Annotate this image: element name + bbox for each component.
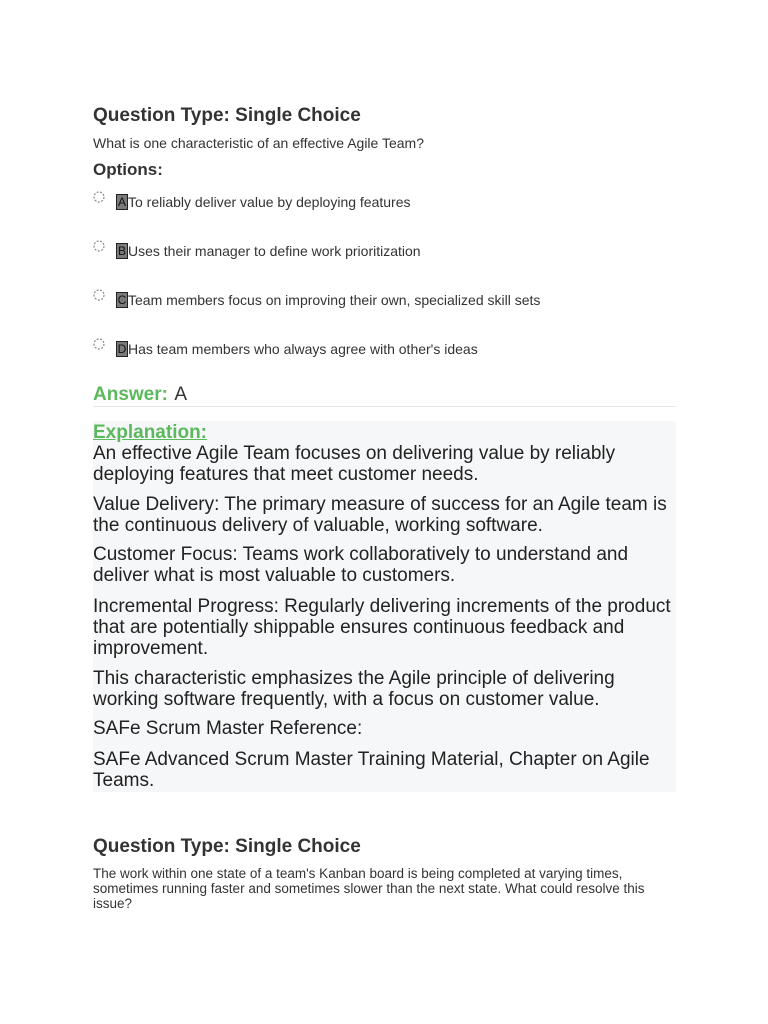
explanation-paragraph: SAFe Advanced Scrum Master Training Material, Chapter on Agile Teams. [93, 749, 650, 791]
explanation-paragraph: This characteristic emphasizes the Agile principle of delivering working software frequently, with a focus on customer value. [93, 668, 615, 710]
radio-icon[interactable] [93, 190, 105, 202]
answer-value: A [174, 384, 188, 405]
option-letter: A [117, 195, 126, 209]
radio-icon[interactable] [93, 288, 105, 300]
option-label: Team members focus on improving their own, specialized skill sets [128, 292, 541, 308]
question-type-heading: Question Type: Single Choice [93, 836, 361, 857]
explanation-paragraph: SAFe Scrum Master Reference: [93, 718, 363, 739]
explanation-box [93, 421, 676, 792]
option-label: Uses their manager to define work prioritization [128, 243, 421, 259]
option-letter: D [117, 342, 127, 356]
option-label: Has team members who always agree with other's ideas [128, 341, 478, 357]
explanation-heading: Explanation: [93, 422, 208, 443]
explanation-paragraph: Value Delivery: The primary measure of success for an Agile team is the continuous delivery of valuable, working software. [93, 494, 667, 536]
question-type-heading: Question Type: Single Choice [93, 105, 361, 126]
option-label: To reliably deliver value by deploying features [128, 194, 411, 210]
explanation-paragraph: Incremental Progress: Regularly delivering increments of the product that are potentially shippable ensures continuous feedback and improvement. [93, 596, 671, 659]
radio-icon[interactable] [93, 337, 105, 349]
answer-label: Answer: [93, 384, 168, 405]
question-text: The work within one state of a team's Kanban board is being completed at varying times, sometimes running faster and sometimes slower than the next state. What could resolve this issue? [93, 866, 645, 911]
explanation-paragraph: An effective Agile Team focuses on delivering value by reliably deploying features that meet customer needs. [93, 443, 616, 485]
radio-icon[interactable] [93, 239, 105, 251]
option-letter: B [117, 244, 126, 258]
options-heading: Options: [93, 160, 163, 179]
explanation-paragraph: Customer Focus: Teams work collaboratively to understand and deliver what is most valuable to customers. [93, 544, 629, 586]
option-letter: C [117, 293, 127, 307]
question-text: What is one characteristic of an effective Agile Team? [93, 135, 424, 151]
answer-row [93, 384, 676, 407]
